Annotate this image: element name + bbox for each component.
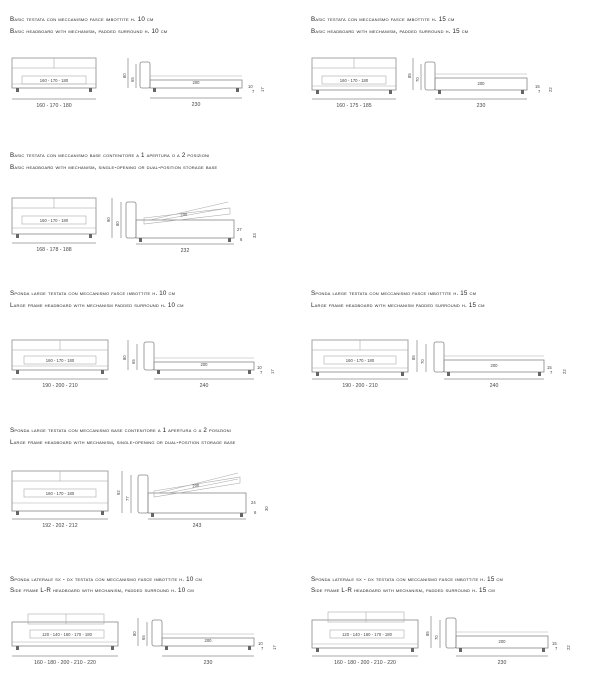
inner-length: 200 xyxy=(204,638,212,643)
side-height: 22 xyxy=(566,645,571,650)
mattress-label: 160 - 170 - 180 xyxy=(39,78,69,83)
side-height: 33 xyxy=(252,233,257,238)
height-total: 85 xyxy=(407,73,412,78)
bed-drawing xyxy=(300,278,600,398)
length-dim: 230 xyxy=(191,102,201,108)
caption-it: Sponda laterale sx - dx testata con meccanismo fasce imbottite h. 15 cm xyxy=(311,576,504,583)
inner-length: 200 xyxy=(179,211,188,218)
width-dim: 190 - 200 - 210 xyxy=(342,383,378,389)
low-height: 7 xyxy=(260,370,263,375)
width-dim: 160 - 180 - 200 - 210 - 220 xyxy=(34,660,96,666)
width-dim: 160 - 175 - 185 xyxy=(336,103,372,109)
frame-height: 15 xyxy=(552,641,557,646)
height-total: 85 xyxy=(425,631,430,636)
frame-height: 27 xyxy=(237,227,242,232)
side-height: 17 xyxy=(270,369,275,374)
headboard-side xyxy=(140,62,150,88)
section-side-15 xyxy=(300,566,600,699)
mattress-label: 120 - 140 - 160 - 170 - 180 xyxy=(342,632,392,637)
bed-drawing xyxy=(0,415,300,540)
inner-length: 200 xyxy=(192,80,200,85)
caption-it: Sponda large testata con meccanismo base contenitore a 1 apertura o a 2 posizioni xyxy=(10,427,231,434)
height-head: 77 xyxy=(125,496,130,501)
bed-drawing xyxy=(300,566,600,699)
bed-drawing xyxy=(300,0,600,110)
height-total: 80 xyxy=(132,631,137,636)
caption-it: Basic testata con meccanismo fasce imbottite h. 10 cm xyxy=(10,16,154,23)
width-dim: 160 - 180 - 200 - 210 - 220 xyxy=(334,660,396,666)
section-side-10 xyxy=(0,566,300,699)
caption-en: Side frame L-R headboard with mechanism, padded surround h. 10 cm xyxy=(10,587,194,594)
section-basic-15 xyxy=(300,0,600,110)
height-head: 65 xyxy=(131,359,136,364)
frame-height: 15 xyxy=(547,365,552,370)
storage-base xyxy=(148,493,246,513)
mattress-label: 160 - 170 - 180 xyxy=(39,218,69,223)
low-height: 7 xyxy=(252,89,255,94)
low-height: 7 xyxy=(555,646,558,651)
height-total: 90 xyxy=(106,217,111,222)
side-height: 17 xyxy=(260,87,265,92)
low-height: 6 xyxy=(254,510,257,515)
height-head: 70 xyxy=(415,77,420,82)
mattress-label: 160 - 170 - 180 xyxy=(345,358,375,363)
mattress-label: 120 - 140 - 160 - 170 - 180 xyxy=(42,632,92,637)
low-height: 7 xyxy=(538,89,541,94)
width-dim: 160 - 170 - 180 xyxy=(36,103,72,109)
length-dim: 240 xyxy=(199,383,209,389)
caption-it: Sponda large testata con meccanismo fasce imbottite h. 10 cm xyxy=(10,290,176,297)
height-head: 65 xyxy=(130,77,135,82)
section-large-storage xyxy=(0,415,300,540)
caption-en: Large frame headboard with mechanism padded surround h. 15 cm xyxy=(311,302,485,309)
inner-length: 200 xyxy=(498,639,506,644)
bed-drawing xyxy=(0,278,300,398)
mattress-label: 160 - 170 - 180 xyxy=(45,491,75,496)
section-large-10 xyxy=(0,278,300,398)
width-dim: 192 - 202 - 212 xyxy=(42,523,78,529)
side-height: 22 xyxy=(562,369,567,374)
caption-en: Large frame headboard with mechanism padded surround h. 10 cm xyxy=(10,302,184,309)
inner-length: 200 xyxy=(477,81,485,86)
caption-it: Basic testata con meccanismo fasce imbottite h. 15 cm xyxy=(311,16,455,23)
inner-length: 200 xyxy=(191,482,200,489)
section-basic-storage xyxy=(0,140,300,260)
height-total: 80 xyxy=(122,355,127,360)
caption-it: Sponda large testata con meccanismo fasce imbottite h. 15 cm xyxy=(311,290,477,297)
height-total: 85 xyxy=(411,355,416,360)
length-dim: 243 xyxy=(192,523,202,529)
caption-it: Sponda laterale sx - dx testata con meccanismo fasce imbottite h. 10 cm xyxy=(10,576,203,583)
caption-en: Basic headboard with mechanism, padded surround h. 15 cm xyxy=(311,28,469,35)
mattress-label: 160 - 170 - 180 xyxy=(45,358,75,363)
side-height: 22 xyxy=(548,87,553,92)
section-large-15 xyxy=(300,278,600,398)
height-head: 70 xyxy=(420,359,425,364)
height-head: 80 xyxy=(115,221,120,226)
length-dim: 230 xyxy=(497,660,507,666)
frame-height: 10 xyxy=(248,84,253,89)
frame-height: 24 xyxy=(251,500,256,505)
height-head: 65 xyxy=(141,635,146,640)
low-height: 7 xyxy=(550,370,553,375)
caption-en: Large frame headboard with mechanism, single-opening or dual-position storage base xyxy=(10,439,236,446)
frame-height: 15 xyxy=(535,84,540,89)
height-head: 70 xyxy=(434,635,439,640)
mattress-label: 160 - 170 - 180 xyxy=(339,78,369,83)
inner-length: 200 xyxy=(200,362,208,367)
bed-drawing xyxy=(0,140,300,260)
inner-length: 200 xyxy=(490,363,498,368)
length-dim: 230 xyxy=(203,660,213,666)
low-height: 7 xyxy=(261,646,264,651)
side-height: 17 xyxy=(272,645,277,650)
storage-base xyxy=(136,220,234,238)
width-dim: 190 - 200 - 210 xyxy=(42,383,78,389)
caption-en: Side frame L-R headboard with mechanism, padded surround h. 15 cm xyxy=(311,587,495,594)
height-total: 92 xyxy=(116,490,121,495)
length-dim: 232 xyxy=(180,248,190,254)
width-dim: 168 - 178 - 188 xyxy=(36,247,72,253)
height-total: 80 xyxy=(122,73,127,78)
length-dim: 230 xyxy=(476,103,486,109)
bed-drawing xyxy=(0,566,300,699)
length-dim: 240 xyxy=(489,383,499,389)
caption-en: Basic headboard with mechanism, single-opening or dual-position storage base xyxy=(10,164,218,171)
frame-height: 10 xyxy=(257,365,262,370)
low-height: 6 xyxy=(240,237,243,242)
bed-drawing xyxy=(0,0,300,110)
frame-height: 10 xyxy=(258,641,263,646)
caption-it: Basic testata con meccanismo base contenitore a 1 apertura o a 2 posizioni xyxy=(10,152,210,159)
section-basic-10 xyxy=(0,0,300,110)
side-height: 30 xyxy=(264,506,269,511)
caption-en: Basic headboard with mechanism, padded surround h. 10 cm xyxy=(10,28,168,35)
